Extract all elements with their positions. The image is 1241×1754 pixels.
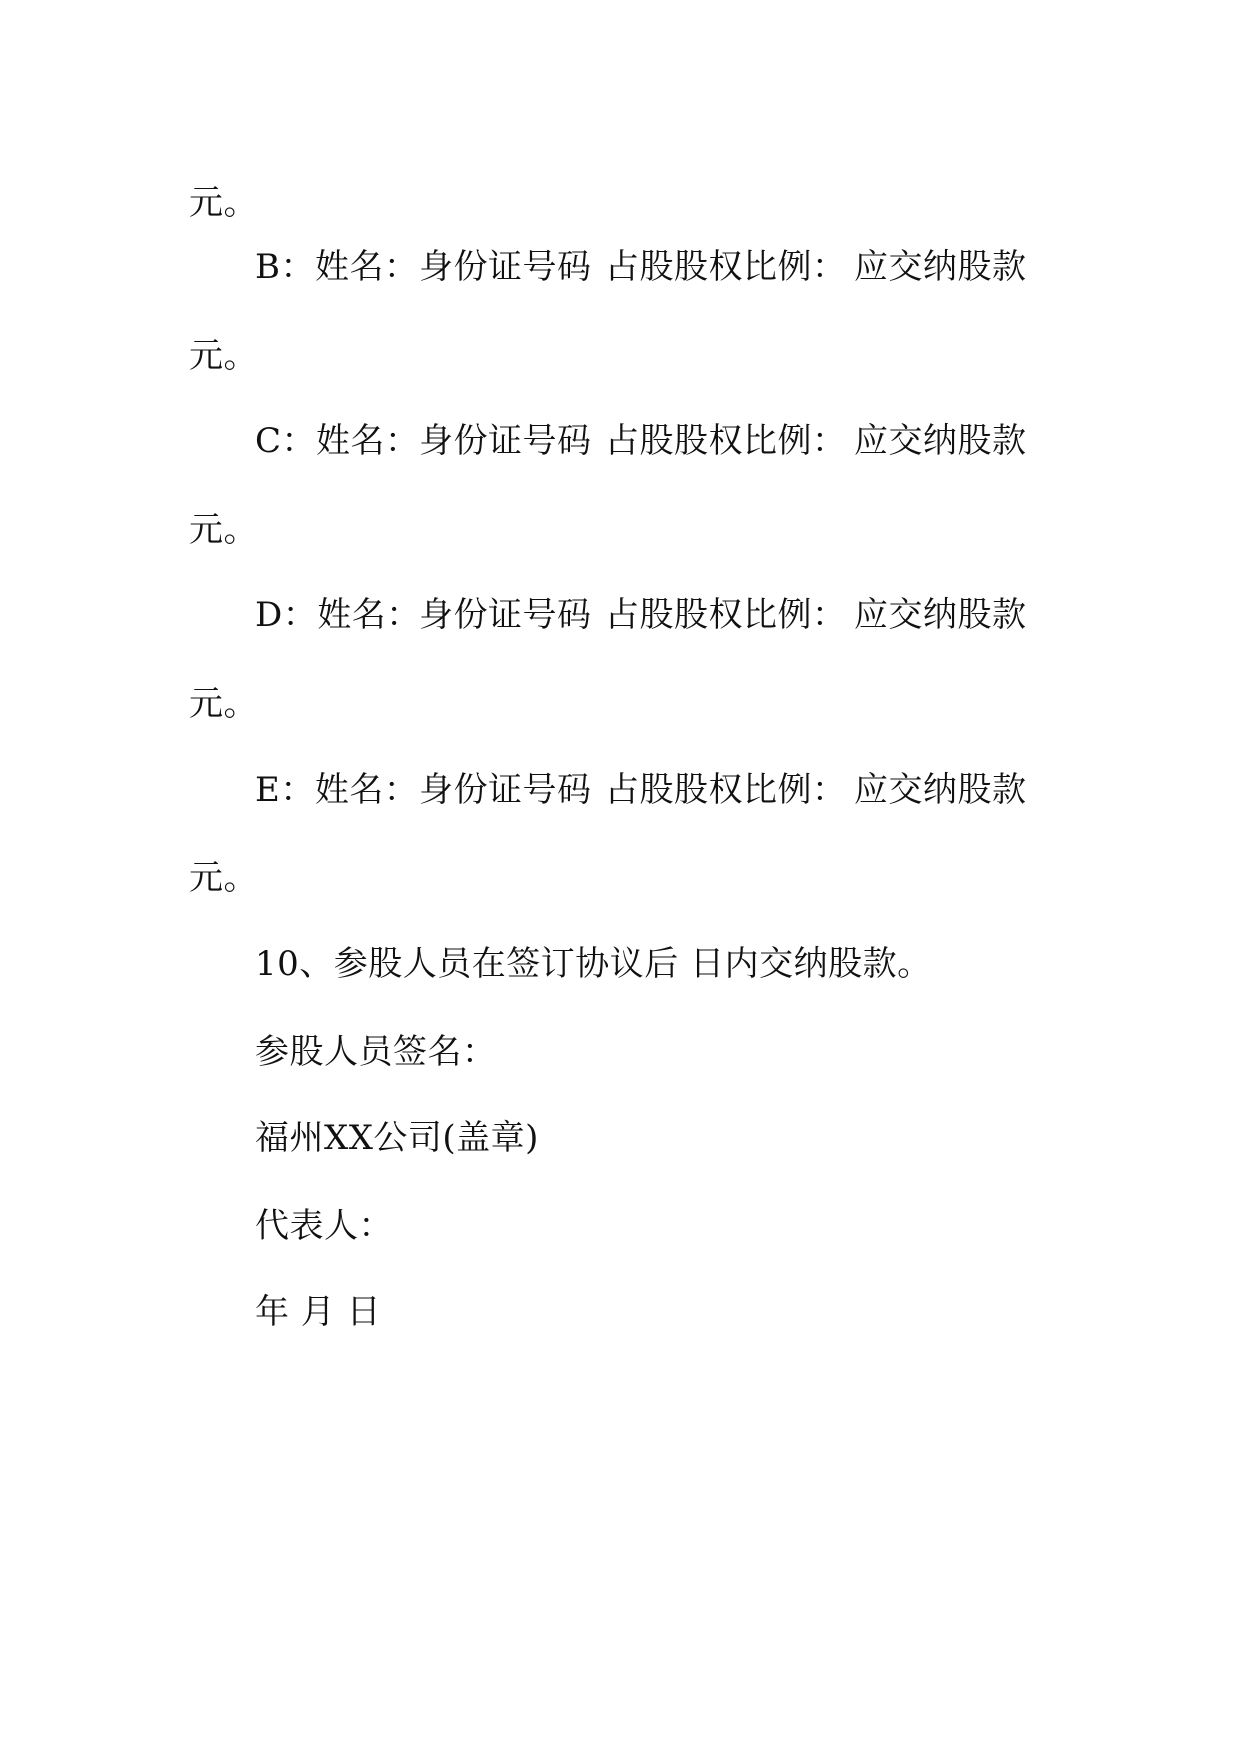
shareholder-d-payment-label: 应交纳股款 — [854, 595, 1027, 635]
representative-label: 代表人： — [255, 1206, 393, 1246]
shareholder-d-name-label: D：姓名： — [255, 595, 421, 635]
shareholder-d-id-label: 身份证号码 — [419, 595, 592, 635]
shareholder-b-tail: 元。 — [189, 336, 258, 376]
shareholder-b-name-label: B：姓名： — [255, 247, 419, 287]
shareholder-b-share-label: 占股股权比例： — [605, 247, 847, 287]
shareholder-e-id-label: 身份证号码 — [419, 770, 592, 810]
shareholder-e-tail: 元。 — [189, 858, 258, 898]
signature-label: 参股人员签名： — [255, 1032, 497, 1072]
shareholder-e-name-label: E：姓名： — [255, 770, 419, 810]
wrap-line-a: 元。 — [189, 183, 258, 223]
shareholder-row-c — [255, 421, 1027, 461]
clause-10: 10、参股人员在签订协议后 日内交纳股款。 — [255, 944, 932, 984]
shareholder-row-b — [255, 247, 1027, 287]
shareholder-e-share-label: 占股股权比例： — [605, 770, 847, 810]
shareholder-c-name-label: C：姓名： — [255, 421, 420, 461]
shareholder-c-tail: 元。 — [189, 510, 258, 550]
shareholder-row-d — [255, 595, 1027, 635]
date-label: 年 月 日 — [255, 1292, 382, 1332]
shareholder-e-payment-label: 应交纳股款 — [854, 770, 1027, 810]
shareholder-b-payment-label: 应交纳股款 — [854, 247, 1027, 287]
shareholder-c-share-label: 占股股权比例： — [605, 421, 847, 461]
shareholder-d-tail: 元。 — [189, 684, 258, 724]
shareholder-c-payment-label: 应交纳股款 — [854, 421, 1027, 461]
shareholder-c-id-label: 身份证号码 — [419, 421, 592, 461]
shareholder-d-share-label: 占股股权比例： — [605, 595, 847, 635]
company-seal-label: 福州XX公司(盖章) — [255, 1118, 539, 1158]
shareholder-b-id-label: 身份证号码 — [419, 247, 592, 287]
shareholder-row-e — [255, 770, 1027, 810]
